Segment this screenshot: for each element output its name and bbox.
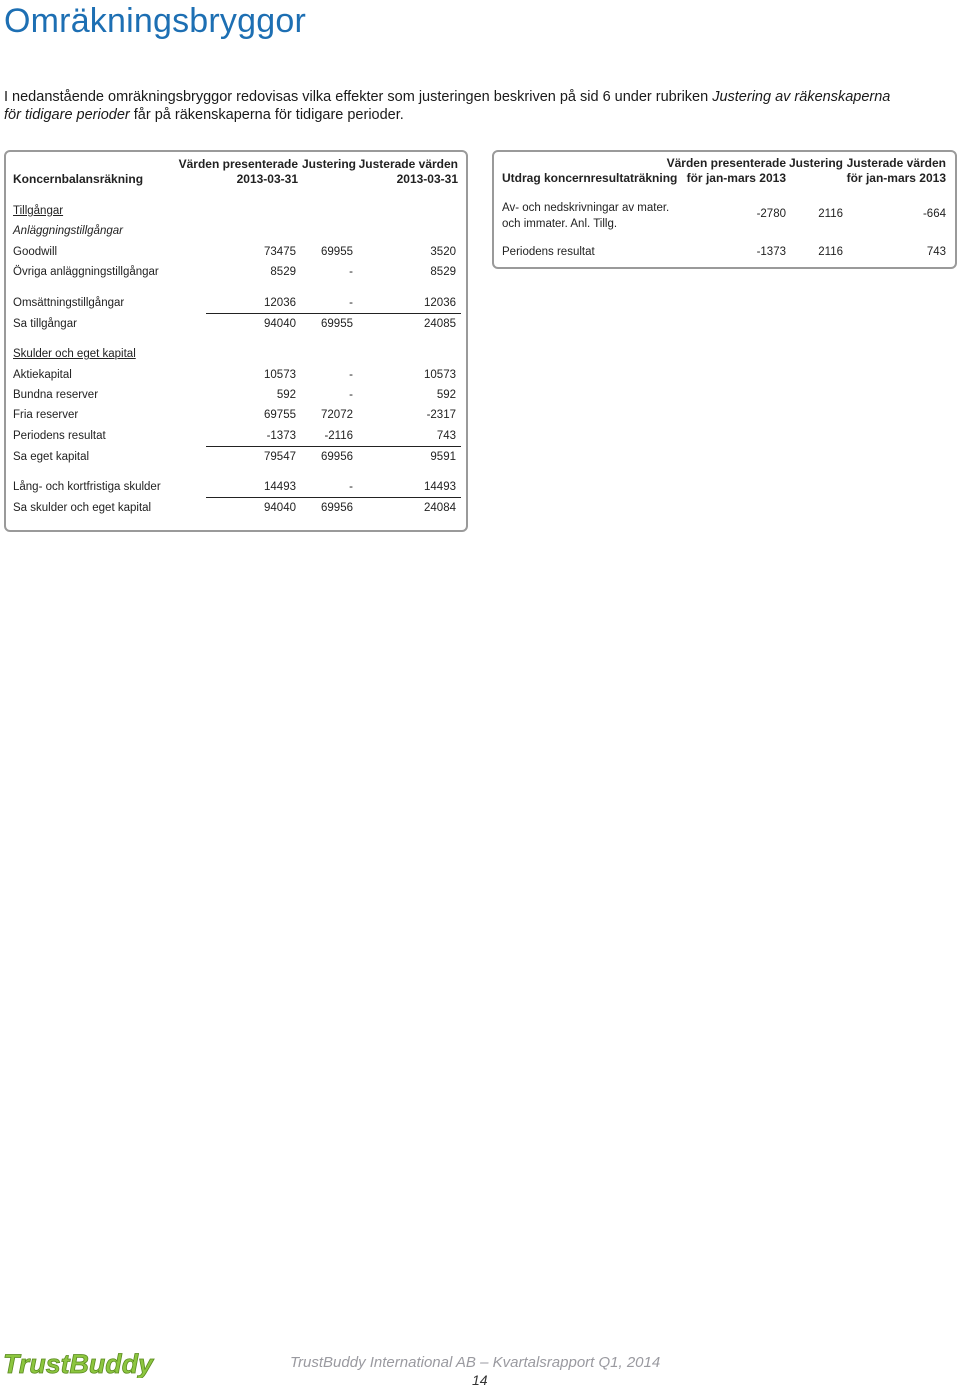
- row-value-presented: 73475: [264, 246, 296, 258]
- income-col1-line2: för jan-mars 2013: [686, 171, 786, 185]
- row-value-adjustment: -: [349, 389, 353, 401]
- row-label: Omsättningstillgångar: [13, 297, 125, 309]
- row-value-presented: -1373: [756, 246, 786, 258]
- row-value-adjustment: -2116: [324, 430, 353, 442]
- row-value-presented: 12036: [264, 297, 296, 309]
- balance-col3-line2: 2013-03-31: [396, 172, 458, 186]
- row-value-presented: 94040: [264, 318, 296, 330]
- balance-col3-line1: Justerade värden: [358, 157, 458, 171]
- row-value-adjusted: -2317: [426, 409, 456, 421]
- row-value-adjusted: 3520: [430, 246, 456, 258]
- row-value-adjusted: -664: [922, 208, 946, 220]
- row-value-adjusted: 743: [436, 430, 456, 442]
- trustbuddy-logo: [2, 1348, 162, 1378]
- section-assets: Tillgångar: [13, 205, 64, 217]
- row-value-adjusted: 743: [926, 246, 946, 258]
- row-label: Goodwill: [13, 246, 58, 258]
- row-value-adjustment: 69956: [321, 451, 353, 463]
- row-label: Periodens resultat: [13, 430, 106, 442]
- row-value-adjusted: 24084: [424, 502, 456, 514]
- section-equity-liabilities: Skulder och eget kapital: [13, 348, 136, 360]
- income-col1-header: [644, 156, 786, 186]
- total-rule: [206, 497, 461, 498]
- income-statement-box: [492, 150, 957, 269]
- row-value-presented: 592: [276, 389, 296, 401]
- total-rule: [206, 313, 461, 314]
- balance-col3-header: [346, 157, 458, 187]
- income-title: Utdrag koncernresultaträkning: [502, 171, 678, 185]
- row-value-presented: 10573: [264, 369, 296, 381]
- income-col1-line1: Värden presenterade: [666, 156, 786, 170]
- row-value-presented: -2780: [756, 208, 786, 220]
- row-label-line1: Av- och nedskrivningar av mater.: [502, 202, 670, 214]
- row-value-presented: 69755: [264, 409, 296, 421]
- row-label: Fria reserver: [13, 409, 79, 421]
- balance-col1-header: [156, 157, 298, 187]
- row-value-adjustment: -: [349, 481, 353, 493]
- row-label: Sa skulder och eget kapital: [13, 502, 152, 514]
- row-value-adjustment: -: [349, 297, 353, 309]
- row-label: Sa tillgångar: [13, 318, 77, 330]
- row-value-adjustment: 69956: [321, 502, 353, 514]
- row-value-adjustment: 69955: [321, 318, 353, 330]
- row-value-adjusted: 8529: [430, 266, 456, 278]
- row-value-adjusted: 24085: [424, 318, 456, 330]
- row-value-presented: 79547: [264, 451, 296, 463]
- row-value-presented: 14493: [264, 481, 296, 493]
- row-value-adjustment: -: [349, 266, 353, 278]
- row-value-adjusted: 12036: [424, 297, 456, 309]
- intro-paragraph: [4, 88, 904, 124]
- row-value-adjusted: 9591: [430, 451, 456, 463]
- row-value-adjusted: 592: [436, 389, 456, 401]
- footer-report-title: TrustBuddy International AB – Kvartalsrapport Q1, 2014: [290, 1354, 661, 1371]
- row-value-adjustment: 69955: [321, 246, 353, 258]
- row-label: Bundna reserver: [13, 389, 99, 401]
- row-value-adjustment: 2116: [818, 208, 843, 220]
- income-col3-line1: Justerade värden: [846, 156, 946, 170]
- page-number: 14: [472, 1372, 488, 1387]
- row-value-adjustment: 72072: [321, 409, 353, 421]
- row-label: Sa eget kapital: [13, 451, 90, 463]
- row-label: Lång- och kortfristiga skulder: [13, 481, 161, 493]
- balance-col1-line2: 2013-03-31: [236, 172, 298, 186]
- row-value-adjusted: 10573: [424, 369, 456, 381]
- row-value-adjustment: -: [349, 369, 353, 381]
- balance-col1-line1: Värden presenterade: [178, 157, 298, 171]
- row-label: Aktiekapital: [13, 369, 72, 381]
- income-col3-line2: för jan-mars 2013: [846, 171, 946, 185]
- row-label: Övriga anläggningstillgångar: [13, 266, 159, 278]
- row-value-presented: 8529: [270, 266, 296, 278]
- row-value-presented: -1373: [266, 430, 296, 442]
- logo-text: TrustBuddy: [3, 1349, 155, 1378]
- row-value-presented: 94040: [264, 502, 296, 514]
- intro-italic: Justering av räkenskaperna för tidigare perioder: [4, 89, 891, 123]
- intro-text-2: får på räkenskaperna för tidigare perioder.: [129, 107, 404, 123]
- income-col2-header: Justering: [788, 156, 843, 170]
- total-rule: [206, 446, 461, 447]
- row-value-adjustment: 2116: [818, 246, 843, 258]
- row-label-line2: och immater. Anl. Tillg.: [502, 218, 618, 230]
- intro-text-1: I nedanstående omräkningsbryggor redovisas vilka effekter som justeringen beskriven på sid 6 under rubriken: [4, 89, 713, 105]
- income-col3-header: [829, 156, 946, 186]
- row-label: [502, 200, 669, 232]
- page-title: Omräkningsbryggor: [4, 2, 306, 40]
- subsection-fixed-assets: Anläggningstillgångar: [13, 225, 123, 237]
- balance-col2-header: Justering: [301, 157, 356, 171]
- row-label: Periodens resultat: [502, 246, 595, 258]
- row-value-adjusted: 14493: [424, 481, 456, 493]
- balance-sheet-box: [4, 150, 468, 532]
- balance-title: Koncernbalansräkning: [13, 172, 144, 186]
